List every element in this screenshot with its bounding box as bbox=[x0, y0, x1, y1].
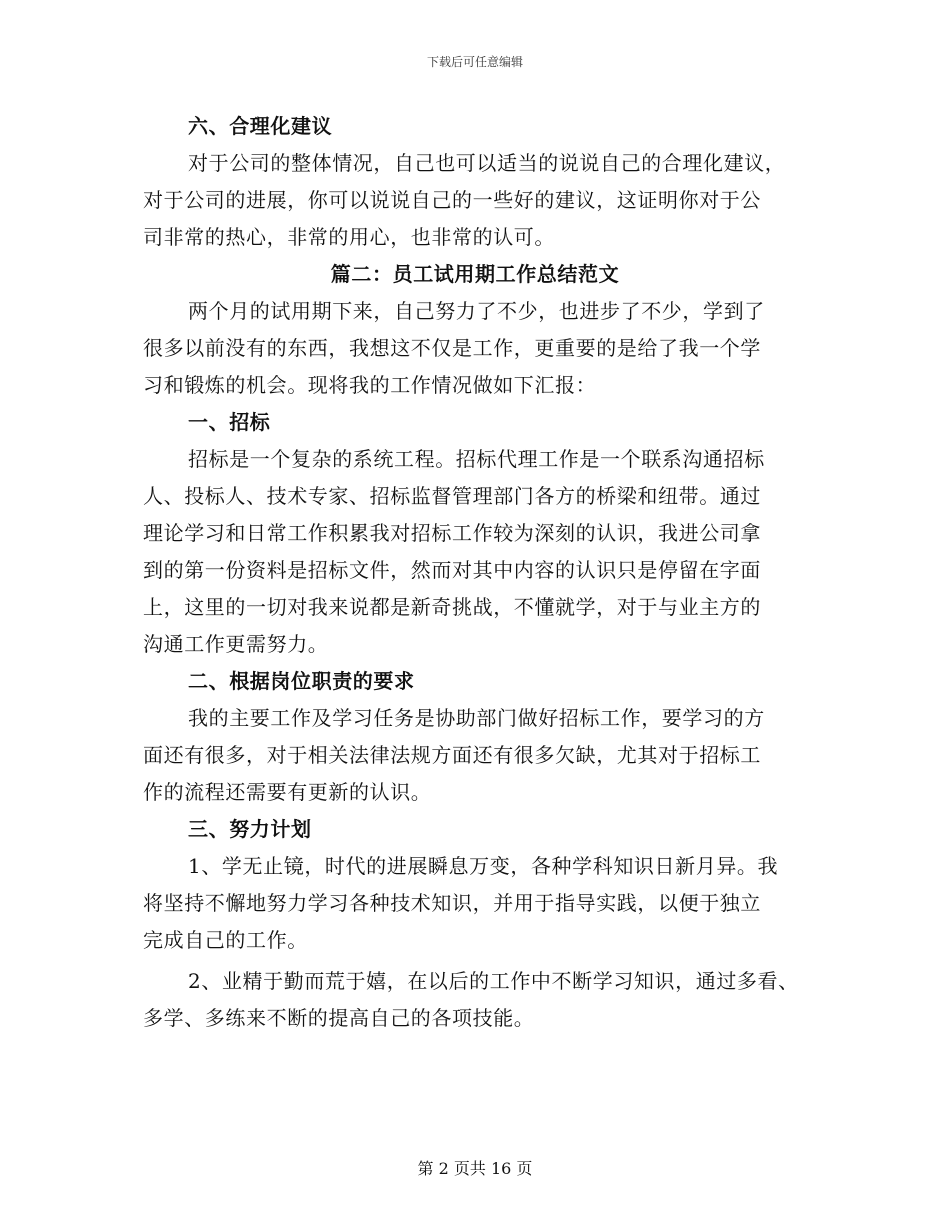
paragraph-line: 理论学习和日常工作积累我对招标工作较为深刻的认识，我进公司拿 bbox=[143, 521, 761, 545]
paragraph-line: 对于公司的整体情况，自己也可以适当的说说自己的合理化建议， bbox=[188, 151, 786, 175]
section-heading-bidding: 一、招标 bbox=[188, 410, 271, 434]
paragraph-line: 很多以前没有的东西，我想这不仅是工作，更重要的是给了我一个学 bbox=[143, 336, 761, 360]
paragraph-line: 将坚持不懈地努力学习各种技术知识，并用于指导实践，以便于独立 bbox=[143, 891, 761, 915]
paragraph-line: 多学、多练来不断的提高自己的各项技能。 bbox=[143, 1006, 535, 1030]
paragraph-line: 2、业精于勤而荒于嬉，在以后的工作中不断学习知识，通过多看、 bbox=[188, 969, 799, 993]
paragraph-line: 招标是一个复杂的系统工程。招标代理工作是一个联系沟通招标 bbox=[188, 447, 765, 471]
paragraph-line: 沟通工作更需努力。 bbox=[143, 632, 329, 656]
section-heading-suggestions: 六、合理化建议 bbox=[188, 114, 333, 138]
article-title: 篇二：员工试用期工作总结范文 bbox=[330, 262, 620, 286]
paragraph-line: 上，这里的一切对我来说都是新奇挑战，不懂就学，对于与业主方的 bbox=[143, 595, 761, 619]
paragraph-line: 司非常的热心，非常的用心，也非常的认可。 bbox=[143, 225, 555, 249]
paragraph-line: 作的流程还需要有更新的认识。 bbox=[143, 780, 432, 804]
paragraph-line: 两个月的试用期下来，自己努力了不少，也进步了不少，学到了 bbox=[188, 299, 765, 323]
paragraph-line: 习和锻炼的机会。现将我的工作情况做如下汇报： bbox=[143, 373, 597, 397]
paragraph-line: 到的第一份资料是招标文件，然而对其中内容的认识只是停留在字面 bbox=[143, 558, 761, 582]
section-heading-plan: 三、努力计划 bbox=[188, 817, 312, 841]
paragraph-line: 完成自己的工作。 bbox=[143, 928, 308, 952]
page-header: 下载后可任意编辑 bbox=[426, 55, 523, 69]
section-heading-duties: 二、根据岗位职责的要求 bbox=[188, 669, 415, 693]
paragraph-line: 对于公司的进展，你可以说说自己的一些好的建议，这证明你对于公 bbox=[143, 188, 761, 212]
paragraph-line: 1、学无止镜，时代的进展瞬息万变，各种学科知识日新月异。我 bbox=[188, 854, 779, 878]
page-footer: 第 2 页共 16 页 bbox=[417, 1159, 533, 1178]
paragraph-line: 人、投标人、技术专家、招标监督管理部门各方的桥梁和纽带。通过 bbox=[143, 484, 761, 508]
paragraph-line: 我的主要工作及学习任务是协助部门做好招标工作，要学习的方 bbox=[188, 706, 765, 730]
paragraph-line: 面还有很多，对于相关法律法规方面还有很多欠缺，尤其对于招标工 bbox=[143, 743, 761, 767]
